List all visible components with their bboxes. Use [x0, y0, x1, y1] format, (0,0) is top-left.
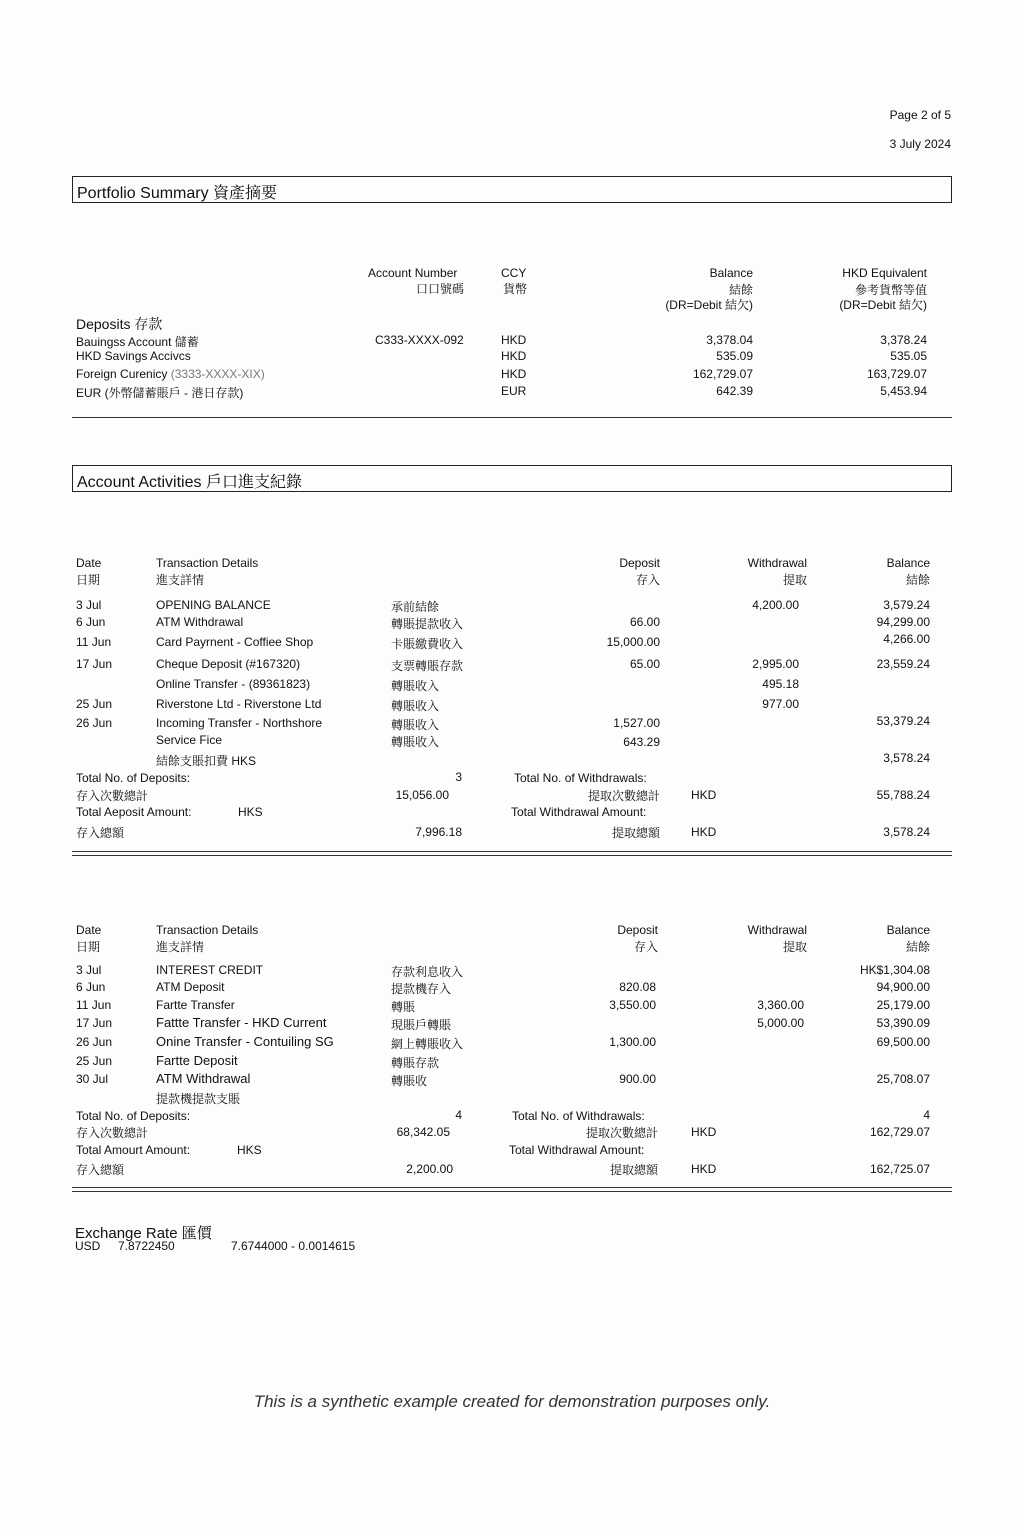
account-activities-header — [72, 465, 952, 492]
col-hkd-equivalent-zh: 參考貨幣等值 — [854, 283, 927, 297]
col-ccy: CCY — [501, 266, 527, 280]
col-balance: Balance — [709, 266, 753, 280]
portfolio-summary-title: Portfolio Summary 資產摘要 — [77, 185, 278, 202]
page-number: Page 2 of 5 — [889, 108, 951, 122]
account-activities-title: Account Activities 戶口進支紀錄 — [77, 474, 302, 491]
col-account-number: Account Number — [368, 266, 458, 280]
exchange-rate-1: 7.8722450 — [118, 1239, 175, 1253]
portfolio-summary-header — [72, 176, 952, 203]
double-divider — [72, 851, 952, 856]
col-balance-note: (DR=Debit 結欠) — [665, 298, 753, 312]
col-account-number-zh: 口口號碼 — [416, 282, 465, 296]
col-hkd-note: (DR=Debit 結欠) — [839, 298, 927, 312]
exchange-ccy: USD — [75, 1239, 101, 1253]
col-ccy-zh: 貨幣 — [503, 282, 528, 296]
double-divider — [72, 1187, 952, 1192]
col-hkd-equivalent: HKD Equivalent — [842, 266, 927, 280]
deposits-label: Deposits 存款 — [76, 316, 163, 332]
col-balance-zh: 結餘 — [728, 283, 753, 297]
statement-date: 3 July 2024 — [889, 137, 951, 151]
exchange-rate-2: 7.6744000 - 0.0014615 — [231, 1239, 356, 1253]
divider — [72, 417, 952, 418]
disclaimer: This is a synthetic example created for demonstration purposes only. — [253, 1392, 771, 1411]
exchange-rate-title: Exchange Rate 匯價 — [75, 1225, 212, 1242]
